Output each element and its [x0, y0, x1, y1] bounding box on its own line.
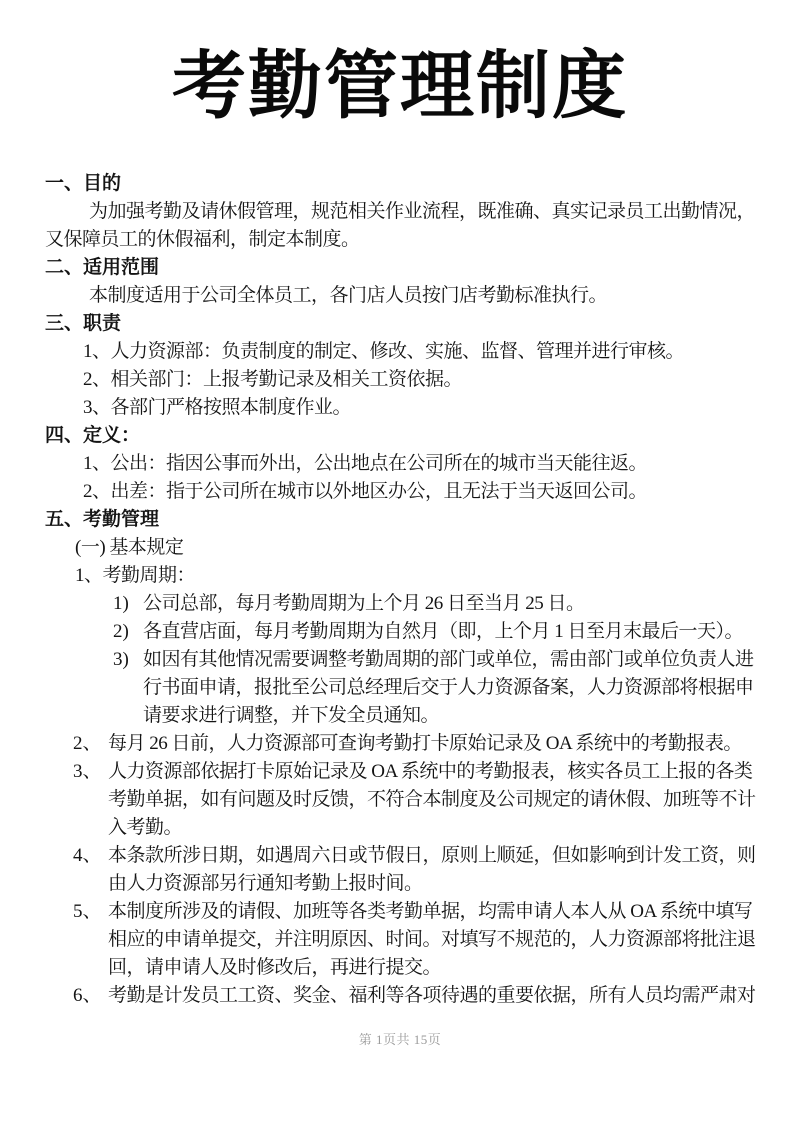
cycle-subitem-1 — [113, 590, 770, 618]
rule-item-5 — [73, 898, 770, 982]
definition-item-1: 1、公出：指因公事而外出，公出地点在公司所在的城市当天能往返。 — [83, 453, 648, 474]
heading-purpose: 一、目的 — [45, 173, 122, 194]
responsibility-item-2: 2、相关部门：上报考勤记录及相关工资依据。 — [83, 369, 463, 390]
cycle-subitem-2 — [113, 618, 770, 646]
list-marker: 4、 — [73, 845, 102, 866]
list-marker: 2、 — [73, 733, 102, 754]
list-marker: 3) — [113, 649, 129, 670]
list-item-text: 本制度所涉及的请假、加班等各类考勤单据，均需申请人本人从 OA 系统中填写相应的申请单提交，并注明原因、时间。对填写不规范的，人力资源部将批注退回，请申请人及时修改后，再进行提交。 — [108, 901, 756, 978]
rule-item-2 — [73, 730, 770, 758]
heading-definitions: 四、定义： — [45, 425, 141, 446]
list-item-text: 各直营店面，每月考勤周期为自然月（即，上个月 1 日至月末最后一天）。 — [143, 621, 744, 642]
heading-scope: 二、适用范围 — [45, 257, 160, 278]
list-item-text: 本条款所涉日期，如遇周六日或节假日，原则上顺延，但如影响到计发工资，则由人力资源部另行通知考勤上报时间。 — [108, 845, 756, 894]
heading-responsibilities: 三、职责 — [45, 313, 122, 334]
definition-item-2: 2、出差：指于公司所在城市以外地区办公，且无法于当天返回公司。 — [83, 481, 648, 502]
list-marker: 1) — [113, 593, 129, 614]
document-title: 考勤管理制度 — [172, 44, 628, 127]
list-item-text: 考勤是计发员工工资、奖金、福利等各项待遇的重要依据，所有人员均需严肃对 — [108, 985, 756, 1006]
list-marker: 3、 — [73, 761, 102, 782]
paragraph-purpose: 为加强考勤及请休假管理，规范相关作业流程，既准确、真实记录员工出勤情况，又保障员工的休假福利，制定本制度。 — [45, 201, 756, 250]
subheading-basic-rules: (一) 基本规定 — [75, 537, 184, 558]
document-body — [0, 170, 800, 1010]
cycle-subitem-3 — [113, 646, 770, 730]
rule-item-4 — [73, 842, 770, 898]
list-item-text: 公司总部，每月考勤周期为上个月 26 日至当月 25 日。 — [143, 593, 585, 614]
item-attendance-cycle: 1、考勤周期： — [75, 565, 196, 586]
paragraph-scope: 本制度适用于公司全体员工，各门店人员按门店考勤标准执行。 — [89, 285, 608, 306]
heading-attendance-management: 五、考勤管理 — [45, 509, 160, 530]
list-item-text: 人力资源部依据打卡原始记录及 OA 系统中的考勤报表，核实各员工上报的各类考勤单据，如有问题及时反馈，不符合本制度及公司规定的请休假、加班等不计入考勤。 — [108, 761, 756, 838]
list-marker: 2) — [113, 621, 129, 642]
page-number: 第 1页共 15页 — [358, 1032, 442, 1047]
list-marker: 5、 — [73, 901, 102, 922]
rule-item-3 — [73, 758, 770, 842]
list-marker: 6、 — [73, 985, 102, 1006]
list-item-text: 每月 26 日前，人力资源部可查询考勤打卡原始记录及 OA 系统中的考勤报表。 — [108, 733, 742, 754]
responsibility-item-3: 3、各部门严格按照本制度作业。 — [83, 397, 352, 418]
responsibility-item-1: 1、人力资源部：负责制度的制定、修改、实施、监督、管理并进行审核。 — [83, 341, 685, 362]
rule-item-6 — [73, 982, 770, 1010]
list-item-text: 如因有其他情况需要调整考勤周期的部门或单位，需由部门或单位负责人进行书面申请，报批至公司总经理后交于人力资源备案，人力资源部将根据申请要求进行调整，并下发全员通知。 — [143, 649, 754, 726]
